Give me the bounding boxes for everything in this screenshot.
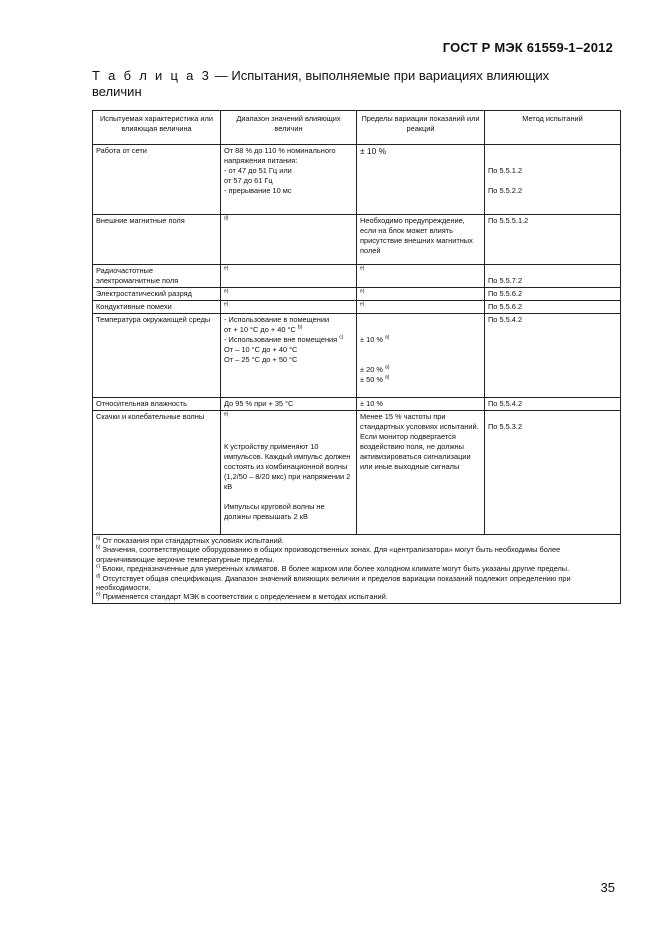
footnote-text: Отсутствует общая спецификация. Диапазон значений влияющих величин и пределов вариации показаний подлежит определению при необходимости. (96, 573, 571, 593)
footnote-mark: c) (339, 334, 344, 341)
cell-limits (357, 288, 485, 301)
range-line: Импульсы круговой волны не должны превышать 2 кВ (224, 502, 325, 521)
range-line: От – 25 °С до + 50 °С (224, 355, 298, 364)
column-header-limits: Пределы вариации показаний или реакций (357, 111, 485, 145)
cell-limits (357, 411, 485, 535)
table-notes-row (93, 535, 621, 604)
footnote-mark: b) (297, 324, 303, 331)
table-row (93, 314, 621, 398)
limit-line (360, 365, 481, 375)
footnote-mark: d) (96, 573, 101, 580)
range-line-text: - Использование вне помещения (224, 335, 338, 344)
column-header-method: Метод испытаний (485, 111, 621, 145)
footnote-mark: e) (224, 288, 229, 295)
cell-method: По 5.5.4.2 (485, 398, 621, 411)
footnote-mark: e) (224, 301, 229, 308)
cell-range (221, 411, 357, 535)
cell-method: По 5.5.4.2 (485, 314, 621, 398)
cell-range (221, 314, 357, 398)
range-line: - Использование в помещении (224, 315, 330, 324)
table-title-label: Т а б л и ц а 3 (92, 68, 212, 83)
method-line: По 5.5.7.2 (488, 276, 523, 285)
method-line: По 5.5.2.2 (488, 186, 523, 195)
table-title-text: — Испытания, выполняемые при вариациях влияющих величин (92, 68, 550, 99)
cell-method: По 5.5.5.1.2 (485, 215, 621, 265)
cell-range (221, 288, 357, 301)
cell-range: До 95 % при + 35 °С (221, 398, 357, 411)
column-header-characteristic: Испытуемая характеристика или влияющая величина (93, 111, 221, 145)
table-row (93, 301, 621, 314)
cell-method (485, 145, 621, 215)
footnote-text: Значения, соответствующие оборудованию в общих производственных зонах. Для «централизатора» могут быть необходимы более ограничивающие верхние температурные пределы. (96, 545, 561, 564)
footnote (96, 536, 617, 545)
cell-characteristic: Внешние магнитные поля (93, 215, 221, 265)
limit-line-text: ± 10 % (360, 335, 383, 344)
range-line-text: от + 10 °С до + 40 °С (224, 325, 296, 334)
footnote (96, 545, 617, 564)
limit-line (360, 335, 481, 345)
footnote-mark: a) (96, 535, 101, 542)
method-line: По 5.5.1.2 (488, 166, 523, 175)
limit-line (360, 375, 481, 385)
table-row (93, 288, 621, 301)
cell-characteristic: Электростатический разряд (93, 288, 221, 301)
tests-table (92, 110, 621, 604)
cell-characteristic: Относительная влажность (93, 398, 221, 411)
footnote-text: Применяется стандарт МЭК в соответствии с определением в методах испытаний. (100, 592, 388, 602)
cell-characteristic: Температура окружающей среды (93, 314, 221, 398)
table-row (93, 265, 621, 288)
cell-range (221, 301, 357, 314)
footnote-mark: e) (224, 265, 229, 272)
footnote-mark: b) (96, 544, 101, 551)
cell-range (221, 145, 357, 215)
range-line: от 57 до 61 Гц (224, 176, 273, 185)
footnote-mark: e) (360, 288, 365, 295)
cell-limits (357, 301, 485, 314)
column-header-range: Диапазон значений влияющих величин (221, 111, 357, 145)
footnote-mark: e) (96, 591, 101, 598)
footnote-mark: a) (385, 364, 390, 371)
range-line: От – 10 °С до + 40 °С (224, 345, 298, 354)
method-line: По 5.5.3.2 (488, 422, 523, 431)
range-line: К устройству применяют 10 импульсов. Каждый импульс должен состоять из комбинационной волны (1,2/50 – 8/20 мкс) при напряжении 2 кВ (224, 442, 351, 491)
footnote-mark: a) (385, 374, 390, 381)
range-line: - прерывание 10 мс (224, 186, 292, 195)
footnote-mark: c) (96, 563, 101, 570)
footnote-mark: d) (224, 215, 229, 222)
table-title (92, 68, 572, 100)
footnote-mark: e) (224, 411, 229, 418)
table-row (93, 145, 621, 215)
table-row (93, 411, 621, 535)
cell-limits (357, 265, 485, 288)
header-row (93, 111, 621, 145)
cell-characteristic: Кондуктивные помехи (93, 301, 221, 314)
footnote-mark: a) (385, 334, 390, 341)
cell-limits: ± 10 % (357, 145, 485, 215)
table-row (93, 398, 621, 411)
cell-method: По 5.5.6.2 (485, 288, 621, 301)
cell-method (485, 265, 621, 288)
cell-range (221, 265, 357, 288)
footnote-text: Блоки, предназначенные для умеренных климатов. В более жарком или более холодном климате могут быть указаны другие пределы. (100, 564, 570, 574)
cell-method (485, 411, 621, 535)
footnote-mark: e) (360, 265, 365, 272)
cell-limits: Необходимо предупреждение, если на блок может влиять присутствие внешних магнитных полей (357, 215, 485, 265)
table-row (93, 215, 621, 265)
cell-range (221, 215, 357, 265)
cell-limits: ± 10 % (357, 398, 485, 411)
footnote (96, 564, 617, 573)
range-line (224, 335, 353, 345)
limit-line-text: ± 20 % (360, 365, 383, 374)
cell-characteristic: Скачки и колебательные волны (93, 411, 221, 535)
footnote-mark: e) (360, 301, 365, 308)
cell-characteristic: Работа от сети (93, 145, 221, 215)
table-notes (93, 535, 621, 604)
page-number: 35 (600, 880, 615, 895)
range-line: От 88 % до 110 % номинального напряжения питания: (224, 146, 336, 165)
cell-characteristic: Радиочастотные электромагнитные поля (93, 265, 221, 288)
limit-line-text: ± 50 % (360, 375, 383, 384)
range-line (224, 412, 353, 422)
document-code: ГОСТ Р МЭК 61559-1–2012 (442, 40, 613, 55)
limit-line: Менее 15 % частоты при стандартных условиях испытаний. (360, 412, 479, 431)
cell-limits (357, 314, 485, 398)
range-line (224, 325, 353, 335)
footnote (96, 592, 617, 601)
cell-method: По 5.5.6.2 (485, 301, 621, 314)
footnote-text: От показания при стандартных условиях испытаний. (100, 536, 284, 545)
footnote (96, 574, 617, 593)
range-line: - от 47 до 51 Гц или (224, 166, 292, 175)
limit-line: Если монитор подвергается воздействию поля, не должны активизироваться сигнализации или иные выходные сигналы (360, 432, 471, 471)
